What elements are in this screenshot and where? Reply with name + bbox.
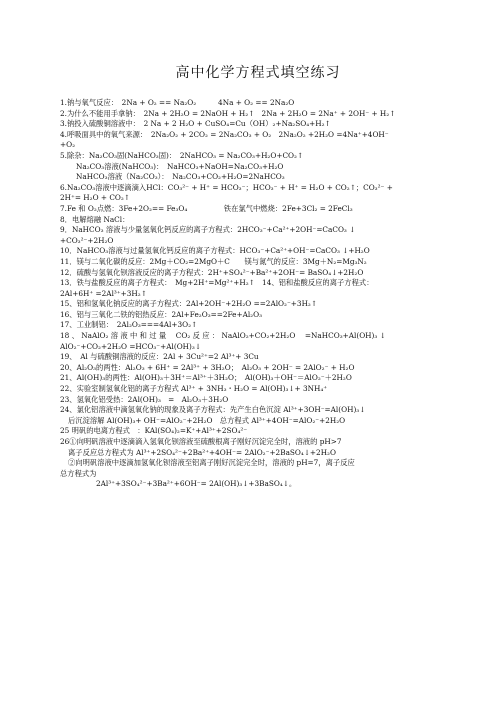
text-line: 总方程式为 xyxy=(60,468,97,478)
text-line: 1.钠与氧气反应： 2Na + O₂ == Na₂O₂ 4Na + O₂ == 2Na₂O xyxy=(60,98,295,107)
page-title: 高中化学方程式填空练习 xyxy=(175,65,341,81)
text-line: 24、氯化铝溶液中滴氢氧化钠的现象及离子方程式：先产生白色沉淀 Al³⁺+3OH⁻=Al(OH)₃↓ xyxy=(60,405,366,415)
text-line: 5.除杂：Na₂CO₃固(NaHCO₃固)： 2NaHCO₃ = Na₂CO₃+H₂O+CO₂↑ xyxy=(60,150,304,160)
text-line: 13．铁与盐酸反应的离子方程式： Mg+2H⁺=Mg²⁺+H₂↑ 14、铝和盐酸反应的离子方程式： xyxy=(60,278,374,288)
equation-list xyxy=(60,98,456,490)
text-line: 20、Al₂O₃的两性：Al₂O₃ + 6H⁺ = 2Al³⁺ + 3H₂O； Al₂O₃ + 2OH⁻ = 2AlO₂⁻ + H₂O xyxy=(60,362,355,372)
text-line: 6.Na₂CO₃溶液中逐滴滴入HCl：CO₃²⁻ + H⁺ = HCO₃⁻；HCO₃⁻ + H⁺ = H₂O + CO₂↑；CO₃²⁻ + xyxy=(60,182,393,192)
text-line: 2H⁺= H₂O + CO₂↑ xyxy=(60,193,130,203)
text-line: 3.钠投入硫酸铜溶液中： 2 Na + 2 H₂O + CuSO₄=Cu（OH）₂+Na₂SO₄+H₂↑ xyxy=(60,119,331,129)
text-line: 15、铝和氢氧化钠反应的离子方程式：2Al+2OH⁻+2H₂O ==2AlO₂⁻+3H₂↑ xyxy=(60,299,317,309)
text-line: 7.Fe 和 O₂点燃：3Fe+2O₂== Fe₃O₄ 铁在氯气中燃烧：2Fe+3Cl₂ = 2FeCl₃ xyxy=(60,203,353,213)
text-line: 12．硫酸与氢氧化钡溶液反应的离子方程式：2H⁺+SO₄²⁻+Ba²⁺+2OH⁻= BaSO₄↓+2H₂O xyxy=(60,267,364,277)
text-line: +O₂ xyxy=(60,140,76,150)
text-line: 4.呼吸面具中的氧气来源： 2Na₂O₂ + 2CO₂ = 2Na₂CO₃ + O₂ 2Na₂O₂ +2H₂O =4Na⁺+4OH⁻ xyxy=(60,129,389,139)
text-line: 16、铝与三氧化二铁的铝热反应：2Al+Fe₂O₃==2Fe+Al₂O₃ xyxy=(60,309,263,319)
text-line: 11．镁与二氧化碳的反应：2Mg＋CO₂=2MgO＋C 镁与氮气的反应：3Mg＋N₂=Mg₃N₂ xyxy=(60,256,367,266)
text-line: Na₂CO₃溶液(NaHCO₃)： NaHCO₃+NaOH=Na₂CO₃+H₂O xyxy=(76,161,284,171)
text-line: 10．NaHCO₃溶液与过量氢氧化钙反应的离子方程式：HCO₃⁻+Ca²⁺+OH⁻=CaCO₃ ↓+H₂O xyxy=(60,246,370,256)
text-line: AlO₂⁻+CO₂+2H₂O =HCO₃⁻+Al(OH)₃↓ xyxy=(60,341,201,351)
text-line: +CO₃²⁻+2H₂O xyxy=(60,235,114,245)
text-line: 23、氢氧化铝受热：2Al(OH)₃ = Al₂O₃＋3H₂O xyxy=(60,394,229,404)
text-line: 21、Al(OH)₃的两性：Al(OH)₃＋3H⁺＝Al³⁺＋3H₂O； Al(OH)₃＋OH⁻＝AlO₂⁻＋2H₂O xyxy=(60,373,352,383)
text-line: 26①向明矾溶液中逐滴滴入氢氧化钡溶液至硫酸根离子刚好沉淀完全时，溶液的 pH>7 xyxy=(60,437,342,446)
text-line: 离子反应总方程式为 Al³⁺+2SO₄²⁻+2Ba²⁺+4OH⁻= 2AlO₂⁻+2BaSO₄↓+2H₂O xyxy=(68,447,336,457)
text-line: 25 明矾的电离方程式 ：KAl(SO₄)₂=K⁺+Al³⁺+2SO₄²⁻ xyxy=(60,426,248,436)
text-line: 后沉淀溶解 Al(OH)₃+ OH⁻=AlO₂⁻+2H₂O 总方程式 Al³⁺+4OH⁻=AlO₂⁻+2H₂O xyxy=(68,415,346,425)
text-line: 8．电解熔融 NaCl： xyxy=(60,214,130,224)
text-line: 2Al+6H⁺ =2Al³⁺+3H₂↑ xyxy=(60,288,147,298)
text-line: ②向明矾溶液中逐滴加氢氧化钡溶液至铝离子刚好沉淀完全时，溶液的 pH=7，离子反应 xyxy=(68,458,355,468)
text-line: 9．NaHCO₃ 溶液与少量氢氧化钙反应的离子方程式：2HCO₃⁻+Ca²⁺+2OH⁻=CaCO₃ ↓ xyxy=(60,225,356,235)
text-line: 2Al³⁺+3SO₄²⁻+3Ba²⁺+6OH⁻= 2Al(OH)₃↓+3BaSO₄↓。 xyxy=(96,479,297,489)
text-line: 19、 Al 与硫酸铜溶液的反应：2Al + 3Cu²⁺=2 Al³⁺+ 3Cu xyxy=(60,352,259,362)
text-line: 22、实验室制氢氧化铝的离子方程式 Al³⁺ + 3NH₃・H₂O = Al(OH)₃↓+ 3NH₄⁺ xyxy=(60,384,328,394)
text-line: 18 、 NaAlO₂ 溶 液 中 和 过 量 CO₂ 反 应 ： NaAlO₂+CO₂+2H₂O =NaHCO₃+Al(OH)₃ ↓ xyxy=(60,331,386,341)
text-line: 2.为什么不能用手拿钠： 2Na + 2H₂O = 2NaOH + H₂↑ 2Na + 2H₂O = 2Na⁺ + 2OH⁻ + H₂↑ xyxy=(60,108,396,118)
text-line: NaHCO₃溶液（Na₂CO₃）： Na₂CO₃+CO₂+H₂O=2NaHCO₃ xyxy=(76,172,285,182)
text-line: 17、工业制铝： 2Al₂O₃===4Al+3O₂↑ xyxy=(60,320,198,330)
